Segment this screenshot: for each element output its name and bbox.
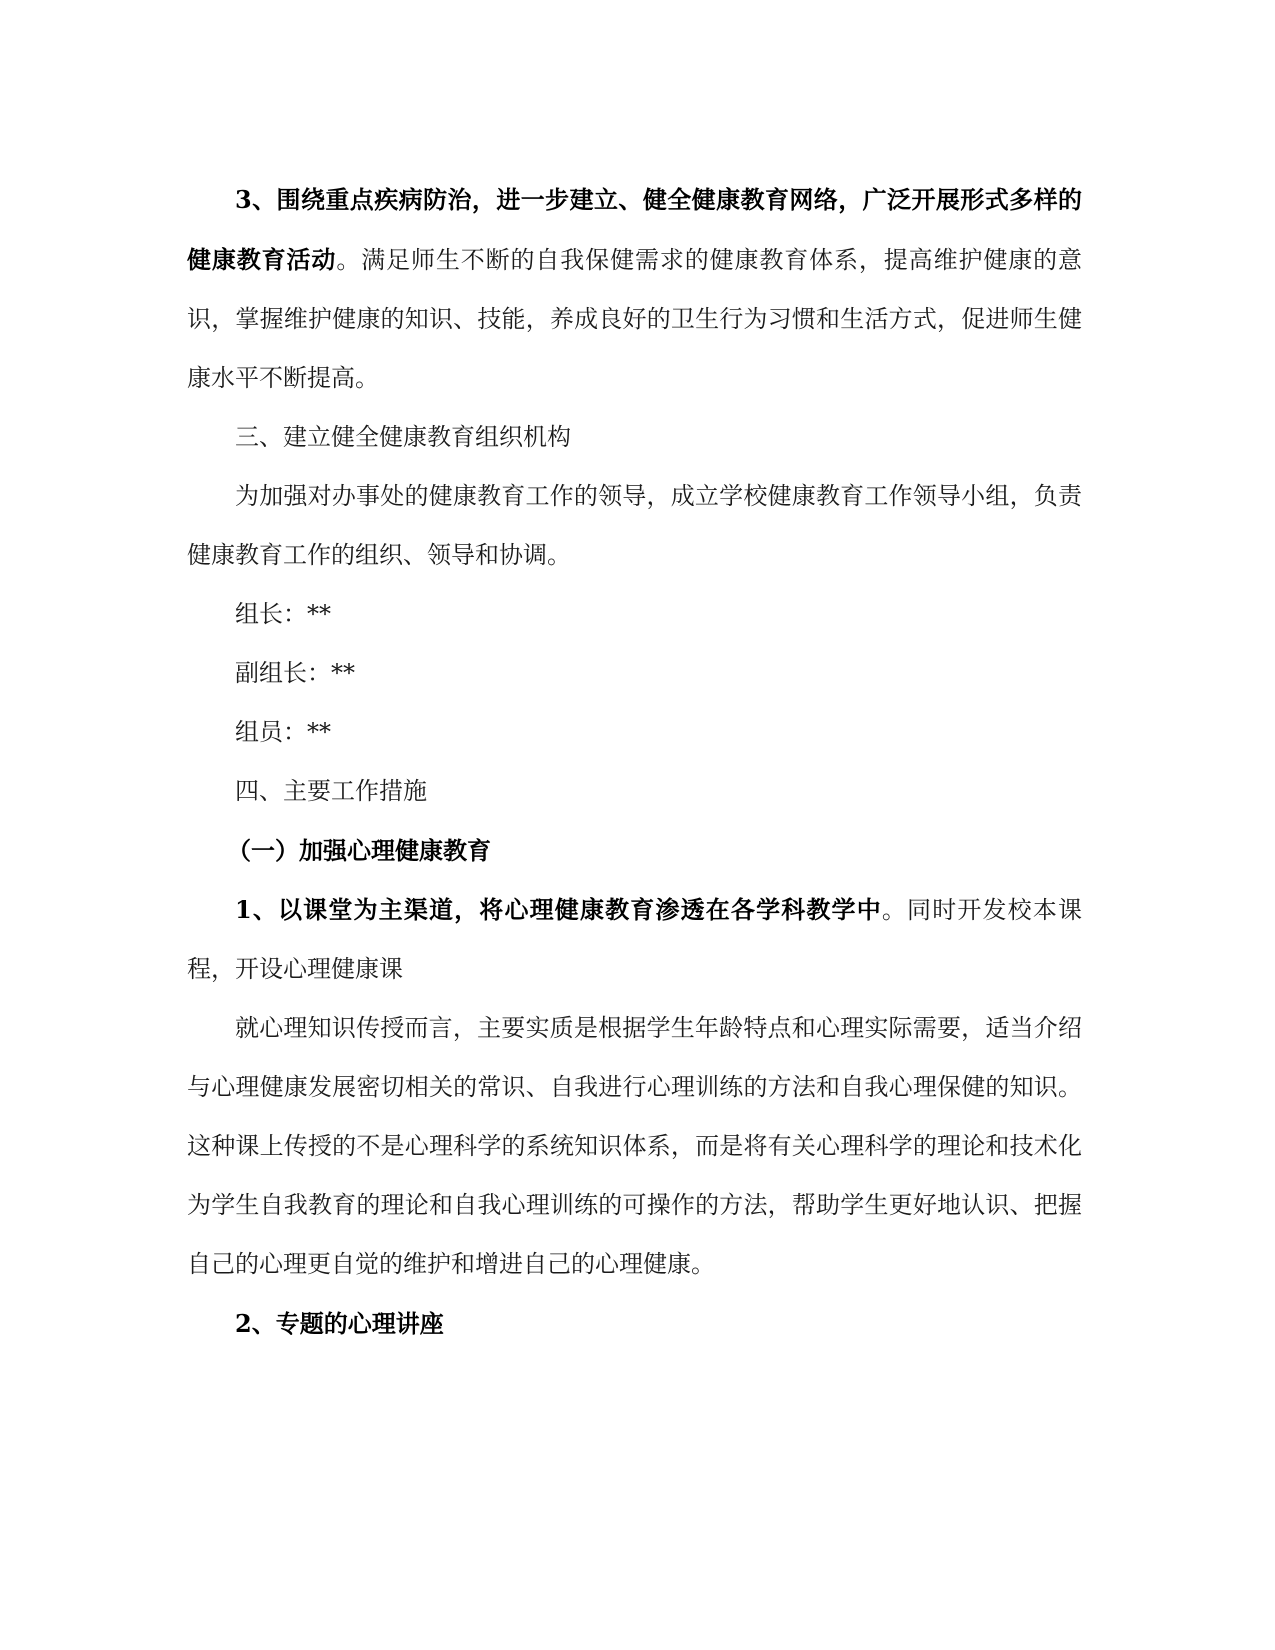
document-body (187, 170, 1082, 1353)
team-leader-line: 组长：** (235, 600, 331, 628)
paragraph-heading-bold: 1、以课堂为主渠道，将心理健康教育渗透在各学科教学中 (235, 895, 882, 924)
subsection-heading-mental-health: （一）加强心理健康教育 (227, 836, 491, 865)
paragraph-health-network (187, 170, 1082, 408)
paragraph-leadership-group: 为加强对办事处的健康教育工作的领导，成立学校健康教育工作领导小组，负责健康教育工作的组织、领导和协调。 (187, 482, 1082, 569)
item-heading-lectures: 2、专题的心理讲座 (235, 1309, 444, 1338)
paragraph-text: 。同时开发校本课程，开设心理健康课 (187, 896, 1082, 983)
paragraph-knowledge-transfer: 就心理知识传授而言，主要实质是根据学生年龄特点和心理实际需要，适当介绍与心理健康发展密切相关的常识、自我进行心理训练的方法和自我心理保健的知识。这种课上传授的不是心理科学的系统知识体系，而是将有关心理科学的理论和技术化为学生自我教育的理论和自我心理训练的可操作的方法，帮助学生更好地认识、把握自己的心理更自觉的维护和增进自己的心理健康。 (187, 1014, 1082, 1278)
section-heading-organization: 三、建立健全健康教育组织机构 (235, 423, 571, 451)
section-heading-measures: 四、主要工作措施 (235, 777, 427, 805)
team-members-line: 组员：** (235, 718, 331, 746)
paragraph-classroom-channel (187, 880, 1082, 999)
paragraph-text: 。满足师生不断的自我保健需求的健康教育体系，提高维护健康的意识，掌握维护健康的知识、技能，养成良好的卫生行为习惯和生活方式，促进师生健康水平不断提高。 (187, 246, 1083, 392)
deputy-leader-line: 副组长：** (235, 659, 355, 687)
paragraph-heading-bold: 3、围绕重点疾病防治，进一步建立、健全健康教育网络，广泛开展形式多样的健康教育活动 (187, 185, 1082, 274)
